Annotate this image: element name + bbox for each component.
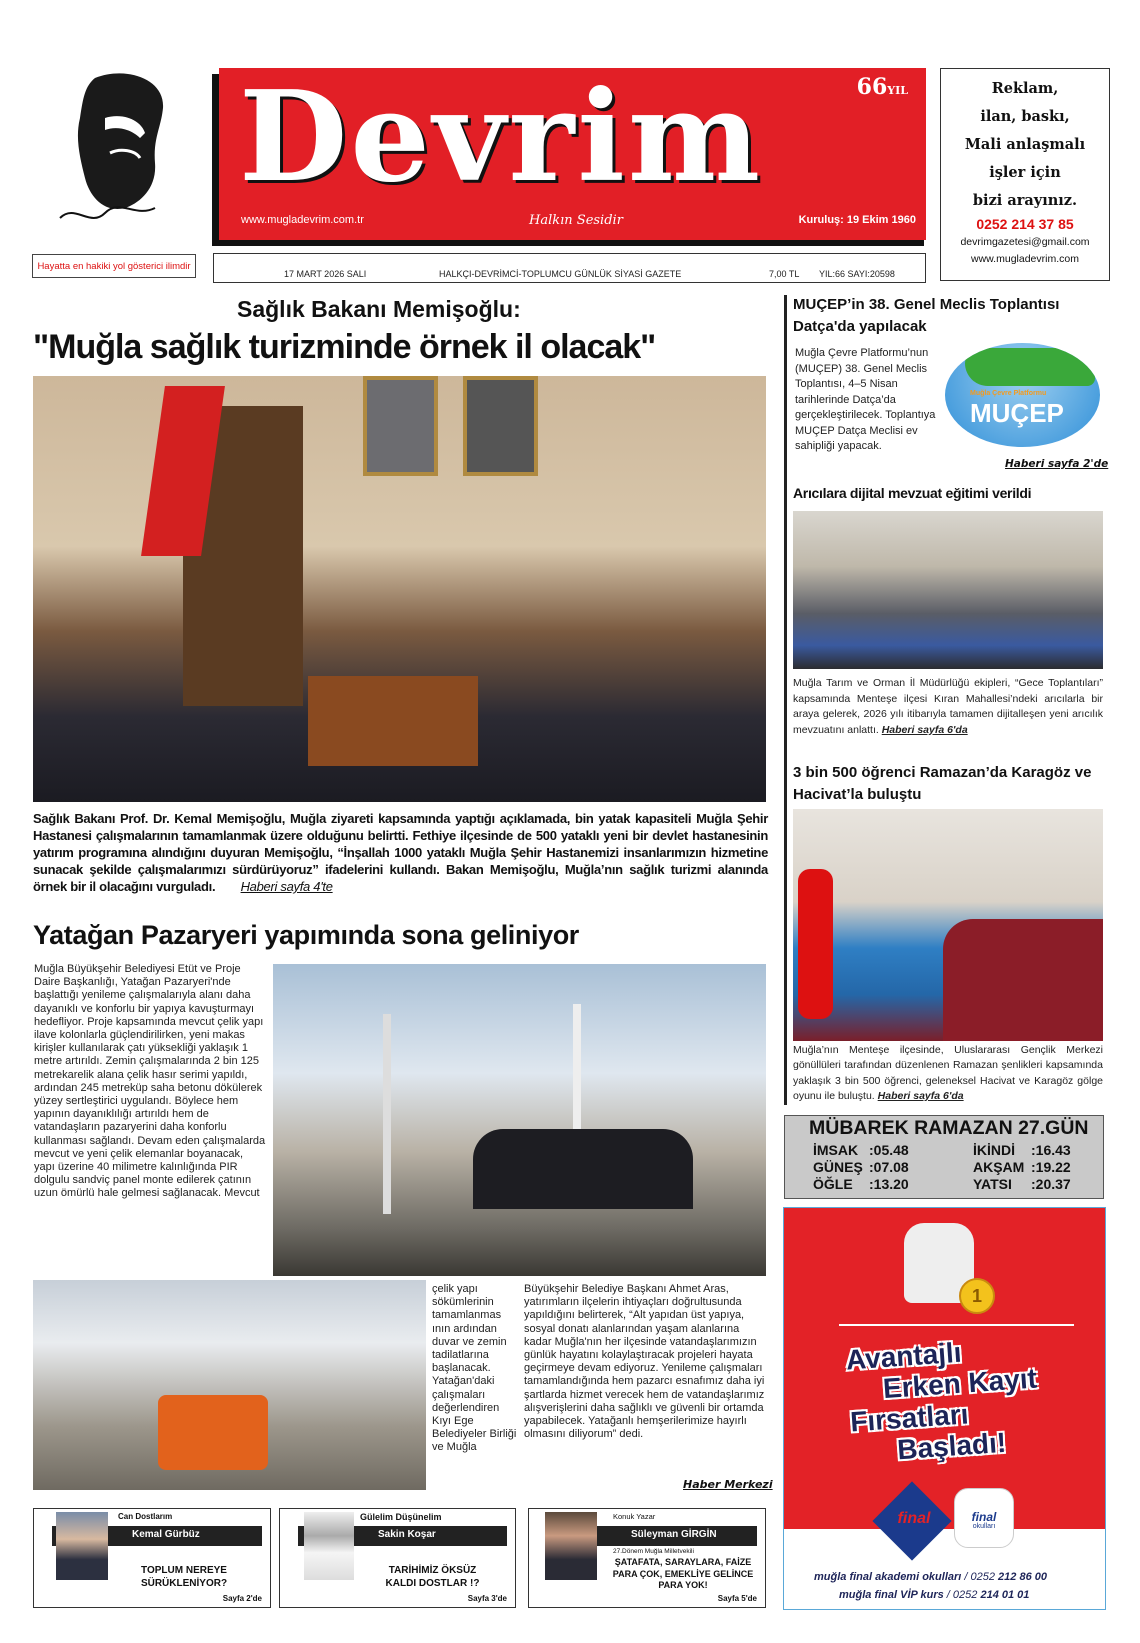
ad-line: ilan, baskı, [980,108,1070,125]
forklift [158,1395,268,1470]
aricilar-headline[interactable]: Arıcılara dijital mevzuat eğitimi verildi [793,485,1032,501]
masthead-founded: Kuruluş: 19 Ekim 1960 [798,214,916,226]
performer [798,869,833,1019]
anniversary-badge: 66YIL [856,74,908,100]
columnist-role: 27.Dönem Muğla Milletvekili [613,1548,694,1555]
columnist-name: Sakin Koşar [298,1526,507,1546]
ad-line: Reklam, [991,80,1059,97]
yatagan-col3: Büyükşehir Belediye Başkanı Ahmet Aras, yatırımların ilçelerin ihtiyaçları doğrultusunda yapıldığını belirterek, “Alt yapıdan üst yapıya, sosyal donatı alanlarından yaşam alanlarına kadar Muğla'nın her ilçesinde vatandaşlarımızın günlük hayatını kolaylaştıracak projeleri hayata geçirmeye devam ediyoruz. Yenileme çalışmaları tamamlandığında hem pazarcı esnafımız daha iyi şartlarda hizmet verecek hem de vatandaşlarımız alışverişlerini daha sağlıklı ve güvenli bir ortamda yapabilecek. Yatağanlı hemşerilerimize hayırlı olmasını diliyorum” dedi. [524,1283,765,1441]
mucep-headline[interactable]: MUÇEP’in 38. Genel Meclis Toplantısı Datça'da yapılacak [793,296,1060,335]
ad-slogan: Avantajlı Erken Kayıt Fırsatları Başladı! [844,1336,1038,1466]
ad-contact-1: muğla final akademi okulları / 0252 212 86 00 [814,1571,1047,1583]
columnist-name: Kemal Gürbüz [52,1526,262,1546]
masthead-slogan: Halkın Sesidir [529,213,623,228]
yatagan-photo-2 [33,1280,426,1490]
advertising-contact-box [940,68,1110,281]
ataturk-quote-box: Hayatta en hakiki yol gösterici ilimdir [32,254,196,278]
ad-divider [839,1324,1074,1326]
portrait-frame [463,376,538,476]
lead-kicker: Sağlık Bakanı Memişoğlu: [237,296,521,322]
ad-line: Mali anlaşmalı [964,136,1086,153]
steel-column [383,1014,391,1214]
columnist-photo [56,1512,108,1580]
column-title: Konuk Yazar [613,1512,656,1521]
ad-line: bizi arayınız. [972,192,1078,209]
mucep-logo [945,343,1100,447]
columnist-card[interactable] [528,1508,766,1608]
prayer-times-left: İMSAK :05.48 GÜNEŞ :07.08 ÖĞLE :13.20 [813,1142,909,1192]
columnist-card[interactable] [279,1508,516,1608]
column-page: Sayfa 2'de [222,1594,262,1603]
masthead-logo: Devrim [239,64,764,210]
ramazan-title: MÜBAREK RAMAZAN 27.GÜN [809,1117,1089,1139]
ad-website[interactable]: www.mugladevrim.com [971,253,1079,265]
yatagan-col2: çelik yapı sökümlerinin tamamlanmas ının ardından duvar ve zemin tadilatlarına başlanacak. Yatağan'daki çalışmaları değerlendiren Kıyı Ege Belediyeler Birliği ve Muğla [432,1283,517,1454]
gold-medal-icon: 1 [959,1278,995,1314]
price: 7,00 TL [769,269,800,279]
lead-photo [33,376,766,802]
column-page: Sayfa 3'de [467,1594,507,1603]
prayer-times-right: İKİNDİ :16.43 AKŞAM :19.22 YATSI :20.37 [973,1142,1071,1192]
column-title: Can Dostlarım [118,1512,173,1521]
final-school-ad[interactable] [783,1207,1106,1610]
students [943,919,1103,1041]
lead-continue-link[interactable]: Haberi sayfa 4'te [240,879,333,894]
info-bar [213,253,926,283]
lead-body: Sağlık Bakanı Prof. Dr. Kemal Memişoğlu, Muğla ziyareti kapsamında yaptığı açıklamada, bin yatak kapasiteli Muğla Şehir Hastanesi çalışmalarının tamamlanmak üzere olduğunu belirtti. Fethiye ilçesinde de 500 yataklı yeni bir devlet hastanesinin yatırım programına alındığını duyuran Memişoğlu, “İnşallah 1000 yataklı Muğla Şehir Hastanemizi insanlarımızın hizmetine sunacak şekilde çalışmalarımızı sürdürüyoruz” ifadelerini kullandı. Bakan Memişoğlu, Muğla’nın sağlık turizmi alanında örnek bir il olacağını vurguladı. Haberi sayfa 4'te [33,811,768,894]
yatagan-byline: Haber Merkezi [683,1478,773,1491]
columnist-name: Süleyman GİRGİN [547,1526,757,1546]
yatagan-col1: Muğla Büyükşehir Belediyesi Etüt ve Proje Daire Başkanlığı, Yatağan Pazaryeri'nde başlattığı yenileme çalışmalarıyla alanı daha dayanıklı ve konforlu bir yapıya kavuşturmayı hedefliyor. Proje kapsamında mevcut çelik yapı ilave kolonlarla güçlendirilirken, yeni makas kirişler kullanılarak çatı yüksekliği yaklaşık 1 metre artırıldı. Zemin çalışmalarında 2 bin 125 metrekarelik alana çelik hasır serimi yapıldı, ardından 245 metreküp saha betonu dökülerek yüzey sertleştirici uygulandı. Böylece hem yapının dayanıklılığı artırıldı hem de vatandaşların pazaryerini daha konforlu kullanması sağlandı. Devam eden çalışmalarda mevcut ve yeni çelik elemanlar boyanacak, yapı üzerine 40 milimetre kalınlığında PIR dolgulu sandviç panel monte edilerek çatının uzun ömürlü hale gelmesi sağlanacak. Mevcut [34,963,266,1200]
columnist-photo [304,1512,354,1580]
masthead [219,64,926,240]
masthead-website[interactable]: www.mugladevrim.com.tr [241,214,364,226]
column-headline: ŞATAFATA, SARAYLARA, FAİZE PARA ÇOK, EMEKLİYE GELİNCE PARA YOK! [612,1557,754,1590]
columnist-photo [545,1512,597,1580]
karagoz-photo [793,809,1103,1041]
yatagan-photo-1 [273,964,766,1276]
column-title: Gülelim Düşünelim [360,1512,442,1522]
portrait-frame [363,376,438,476]
columnist-card[interactable] [33,1508,271,1608]
column-divider [784,295,787,1105]
ad-phone[interactable]: 0252 214 37 85 [976,216,1074,232]
column-headline: TOPLUM NEREYE SÜRÜKLENİYOR? [140,1565,228,1589]
logo-title: MUÇEP [970,398,1064,428]
ad-email[interactable]: devrimgazetesi@gmail.com [960,236,1090,248]
lead-headline[interactable]: "Muğla sağlık turizminde örnek il olacak" [33,328,656,366]
yatagan-headline[interactable]: Yatağan Pazaryeri yapımında sona geliniyor [33,920,579,950]
issue-date: 17 MART 2026 SALI [284,269,367,279]
aricilar-photo [793,511,1103,669]
logo-subtitle: Muğla Çevre Platformu [970,390,1047,397]
mucep-link[interactable]: Haberi sayfa 2'de [1005,458,1109,470]
aricilar-body: Muğla Tarım ve Orman İl Müdürlüğü ekipleri, “Gece Toplantıları” kapsamında Menteşe ilçesi Kıran Mahallesi’ndeki arıcılarla bir araya gelerek, 2026 yılı itibarıyla tamamen dijitalleşen yeni arıcılık mevzuatını anlattı. Haberi sayfa 6'da [793,677,1103,736]
tagline: HALKÇI-DEVRİMCİ-TOPLUMCU GÜNLÜK SİYASİ GAZETE [439,269,682,279]
ataturk-portrait [45,68,185,238]
column-headline: TARİHİMİZ ÖKSÜZ KALDI DOSTLAR !? [385,1565,480,1589]
map-shape [965,348,1095,386]
karagoz-link[interactable]: Haberi sayfa 6'da [877,1090,964,1103]
mucep-body: Muğla Çevre Platformu’nun (MUÇEP) 38. Genel Meclis Toplantısı, 4–5 Nisan tarihlerinde Datça’da gerçekleştirilecek. Toplantıya MUÇEP Datça Meclisi ev sahipliği yapacak. [795,347,936,452]
aricilar-link[interactable]: Haberi sayfa 6'da [881,723,968,736]
officials-group [473,1129,693,1209]
ramazan-times-box [784,1115,1104,1199]
final-okullari-logo: final okulları [954,1488,1014,1548]
karagoz-body: Muğla’nın Menteşe ilçesinde, Uluslararası Gençlik Merkezi gönüllüleri tarafından düzenlenen Ramazan şenlikleri kapsamında yaklaşık 3 bin 500 öğrenci, geleneksel Hacivat ve Karagöz gölge oyunu ile buluştu. Haberi sayfa 6'da [793,1044,1103,1103]
final-logo-text: final [897,1510,931,1527]
issue-number: YIL:66 SAYI:20598 [819,269,895,279]
coffee-table [308,676,478,766]
karagoz-headline[interactable]: 3 bin 500 öğrenci Ramazan’da Karagöz ve Hacivat’la buluştu [793,764,1092,803]
column-page: Sayfa 5'de [717,1594,757,1603]
ad-line: işler için [989,164,1061,181]
ad-contact-2: muğla final VİP kurs / 0252 214 01 01 [839,1589,1030,1601]
